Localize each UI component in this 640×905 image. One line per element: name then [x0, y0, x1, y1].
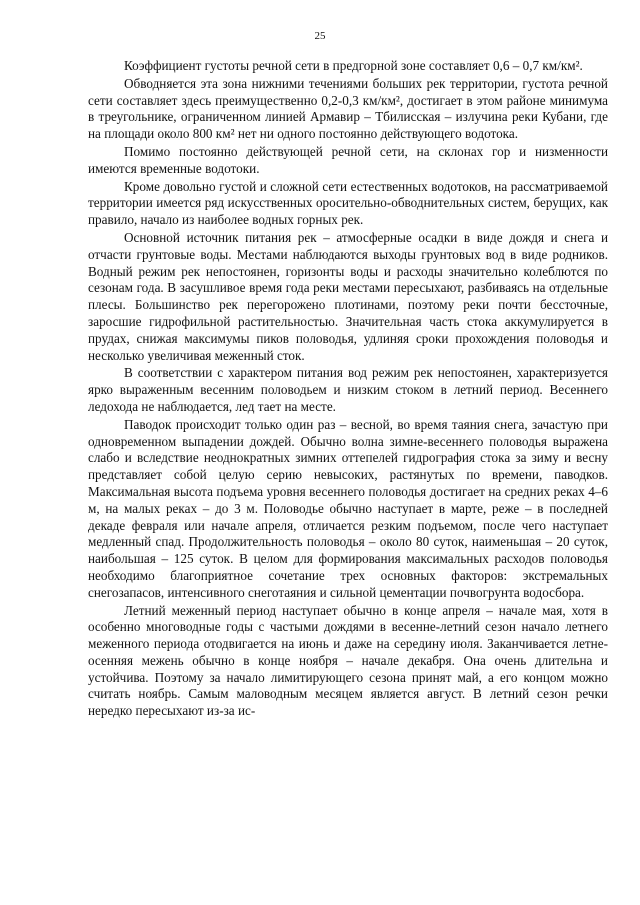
body-text [88, 58, 608, 721]
paragraph-4: Кроме довольно густой и сложной сети естественных водотоков, на рассматриваемой территории имеется ряд искусственных оросительно-обводнительных систем, берущих, как правило, начало из наиболее водных горных рек. [88, 178, 608, 228]
paragraph-7: Паводок происходит только один раз – весной, во время таяния снега, зачастую при одновременном выпадении дождей. Обычно волна зимне-весеннего половодья выражена слабо и вследствие неоднократных зимних оттепелей гидрография стока за зиму и весну представляет собой целую серию невысоких, растянутых по времени, паводков. Максимальная высота подъема уровня весеннего половодья достигает на средних реках 4–6 м, на малых реках – до 3 м. Половодье обычно наступает в марте, реже – в последней декаде февраля или начале апреля, отличается резким подъемом, после чего наступает медленный спад. Продолжительность половодья – около 80 суток, наименьшая – 20 суток, наибольшая – 125 суток. В целом для формирования максимальных расходов половодья необходимо благоприятное сочетание трех основных факторов: экстремальных снегозапасов, интенсивного снеготаяния и сильной цементации почвогрунта водосбора. [88, 416, 608, 600]
paragraph-8: Летний меженный период наступает обычно в конце апреля – начале мая, хотя в особенно многоводные годы с частыми дождями в весенне-летний сезон начало летнего меженного периода отодвигается на июнь и даже на середину июля. Заканчивается летне-осенняя межень обычно в конце ноября – начале декабря. Она очень длительна и устойчива. Поэтому за начало лимитирующего сезона принят май, а его концом можно считать ноябрь. Самым маловодным месяцем является август. В летний сезон речки нередко пересыхают из-за ис- [88, 602, 608, 719]
page-number: 25 [314, 30, 326, 42]
paragraph-3: Помимо постоянно действующей речной сети, на склонах гор и низменности имеются временные водотоки. [88, 143, 608, 176]
paragraph-6: В соответствии с характером питания вод режим рек непостоянен, характеризуется ярко выраженным весенним половодьем и низким стоком в летний период. Весеннего ледохода не наблюдается, лед тает на месте. [88, 365, 608, 414]
paragraph-2: Обводняется эта зона нижними течениями больших рек территории, густота речной сети составляет здесь преимущественно 0,2-0,3 км/км², достигает в этом районе минимума в треугольнике, ограниченном линией Армавир – Тбилисская – излучина реки Кубани, где на площади около 800 км² нет ни одного постоянно действующего водотока. [88, 75, 608, 142]
paragraph-1: Коэффициент густоты речной сети в предгорной зоне составляет 0,6 – 0,7 км/км². [124, 58, 583, 73]
paragraph-5: Основной источник питания рек – атмосферные осадки в виде дождя и снега и отчасти грунтовые воды. Местами наблюдаются выходы грунтовых вод в виде родников. Водный режим рек непостоянен, горизонты воды и расходы значительно колеблются по сезонам года. В засушливое время года реки местами пересыхают, разбиваясь на отдельные плесы. Большинство рек перегорожено плотинами, поэтому реки почти бессточные, заросшие гидрофильной растительностью. Значительная часть стока аккумулируется в прудах, снижая максимумы пиков половодья, удлиняя сроки прохождения половодья и несколько увеличивая меженный сток. [88, 229, 608, 363]
